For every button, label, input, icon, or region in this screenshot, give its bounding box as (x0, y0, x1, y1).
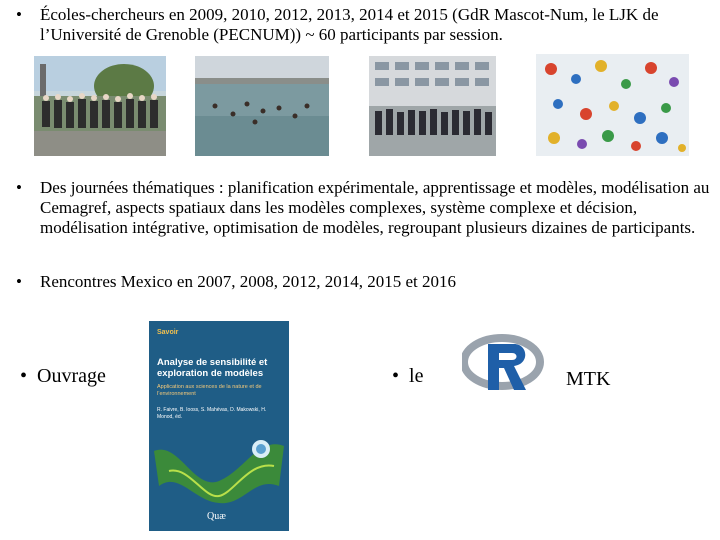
group-photo-outdoor (34, 56, 166, 156)
book-authors: R. Faivre, B. Iooss, S. Mahévas, D. Makowski, H. Monod, éd. (157, 407, 267, 420)
bullet-dot: • (16, 5, 22, 24)
book-cover (149, 321, 289, 531)
bullet-dot: • (392, 365, 400, 387)
cartoon-snow-illustration (536, 54, 689, 156)
mtk-label: MTK (566, 368, 611, 390)
bullet-ouvrage (20, 364, 106, 388)
bullet-dot: • (16, 272, 22, 291)
photo-swimming-lake (195, 56, 329, 156)
book-title: Analyse de sensibilité et exploration de modèles (157, 357, 268, 379)
bullet-dot: • (16, 178, 22, 197)
bullet-text: Écoles-chercheurs en 2009, 2010, 2012, 2013, 2014 et 2015 (GdR Mascot-Num, le LJK de l’Université de Grenoble (PECNUM)) ~ 60 participants par session. (40, 5, 659, 44)
bullet-le (392, 364, 423, 388)
book-surface-plot (149, 431, 289, 511)
ouvrage-label: Ouvrage (37, 365, 106, 387)
bullet-text: Des journées thématiques : planification expérimentale, apprentissage et modèles, modélisation au Cemagref, aspects spatiaux dans les modèles complexes, système complexe et décision, modélisation intégrative, optimisation de modèles, regroupant plusieurs dizaines de participants. (40, 178, 710, 237)
book-collection-logo: Savoir (157, 329, 179, 336)
group-photo-building (369, 56, 496, 156)
book-publisher: Quæ (207, 511, 226, 522)
r-logo-icon (462, 334, 544, 396)
le-label: le (409, 365, 424, 387)
bullet-dot: • (20, 365, 28, 387)
book-subtitle: Application aux sciences de la nature et de l’environnement (157, 384, 262, 397)
bullet-text: Rencontres Mexico en 2007, 2008, 2012, 2014, 2015 et 2016 (40, 272, 456, 291)
